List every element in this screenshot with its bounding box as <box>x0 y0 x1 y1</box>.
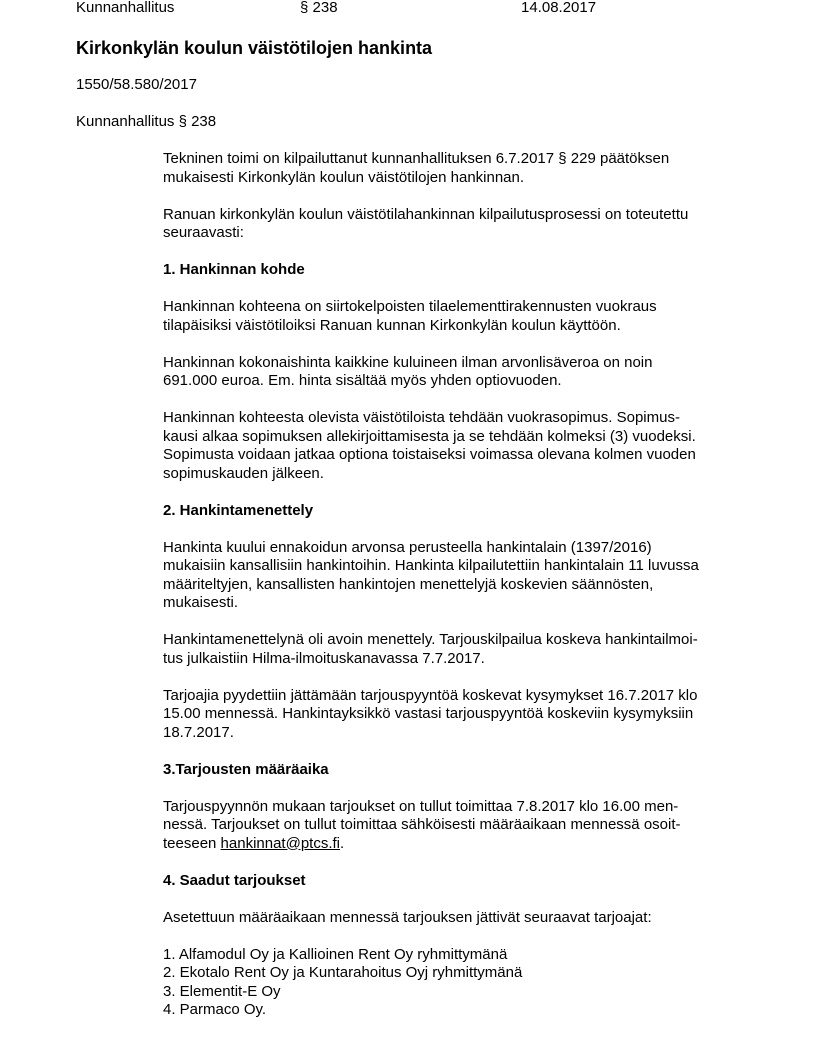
intro-paragraph: Tekninen toimi on kilpailuttanut kunnanhallituksen 6.7.2017 § 229 päätöksen mukaisesti Kirkonkylän koulun väistötilojen hankinnan. <box>163 150 670 186</box>
section-paragraph: Tarjouspyynnön mukaan tarjoukset on tullut toimittaa 7.8.2017 klo 16.00 men- nessä. Tarjoukset on tullut toimittaa sähköisesti määräaikaan mennessä osoit- teeseen hankinnat@ptcs.fi. <box>163 797 681 852</box>
header-date: 14.08.2017 <box>521 0 597 16</box>
list-item: 1. Alfamodul Oy ja Kallioinen Rent Oy ryhmittymänä <box>163 945 508 963</box>
page-header <box>76 0 776 17</box>
email-link[interactable]: hankinnat@ptcs.fi <box>220 834 341 852</box>
section-paragraph: Asetettuun määräaikaan mennessä tarjouksen jättivät seuraavat tarjoajat: <box>163 908 652 926</box>
section-paragraph: Hankinnan kohteesta olevista väistötiloista tehdään vuokrasopimus. Sopimus- kausi alkaa sopimuksen allekirjoittamisesta ja se tehdään kolmeksi (3) vuodeksi. Sopimusta voidaan jatkaa optiona toistaiseksi voimassa olevana kolmen vuoden sopimuskauden jälkeen. <box>163 409 696 482</box>
section-heading: 3.Tarjousten määräaika <box>163 760 329 778</box>
section-paragraph: Hankinta kuului ennakoidun arvonsa perusteella hankintalain (1397/2016) mukaisiin kansallisiin hankintoihin. Hankinta kilpailutettiin hankintalain 11 luvussa määriteltyjen, kansallisten hankintojen menettelyjä koskevien säännösten, mukaisesti. <box>163 538 699 611</box>
document-body <box>163 150 763 1020</box>
list-item: 2. Ekotalo Rent Oy ja Kuntarahoitus Oyj ryhmittymänä <box>163 964 523 981</box>
intro-paragraph: Ranuan kirkonkylän koulun väistötilahankinnan kilpailutusprosessi on toteutettu seuraavasti: <box>163 205 689 241</box>
section-paragraph: Hankinnan kohteena on siirtokelpoisten tilaelementtirakennusten vuokraus tilapäisiksi väistötiloiksi Ranuan kunnan Kirkonkylän koulun käyttöön. <box>163 298 657 334</box>
reference-number: 1550/58.580/2017 <box>76 76 197 93</box>
bidder-list <box>163 946 763 1020</box>
list-item: 3. Elementit-E Oy <box>163 982 281 1000</box>
section-heading: 2. Hankintamenettely <box>163 501 314 519</box>
section-paragraph: Tarjoajia pyydettiin jättämään tarjouspyyntöä koskevat kysymykset 16.7.2017 klo 15.00 mennessä. Hankintayksikkö vastasi tarjouspyyntöä koskeviin kysymyksiin 18.7.2017. <box>163 686 698 741</box>
section-reference: Kunnanhallitus § 238 <box>76 113 217 130</box>
header-paragraph: § 238 <box>300 0 338 16</box>
section-paragraph: Hankinnan kokonaishinta kaikkine kuluineen ilman arvonlisäveroa on noin 691.000 euroa. Em. hinta sisältää myös yhden optiovuoden. <box>163 353 653 389</box>
list-item: 4. Parmaco Oy. <box>163 1001 267 1018</box>
section-heading: 4. Saadut tarjoukset <box>163 871 306 889</box>
section-heading: 1. Hankinnan kohde <box>163 261 305 278</box>
document-title: Kirkonkylän koulun väistötilojen hankinta <box>76 38 433 58</box>
section-paragraph: Hankintamenettelynä oli avoin menettely. Tarjouskilpailua koskeva hankintailmoi- tus julkaistiin Hilma-ilmoituskanavassa 7.7.2017. <box>163 631 698 667</box>
header-organ: Kunnanhallitus <box>76 0 175 16</box>
